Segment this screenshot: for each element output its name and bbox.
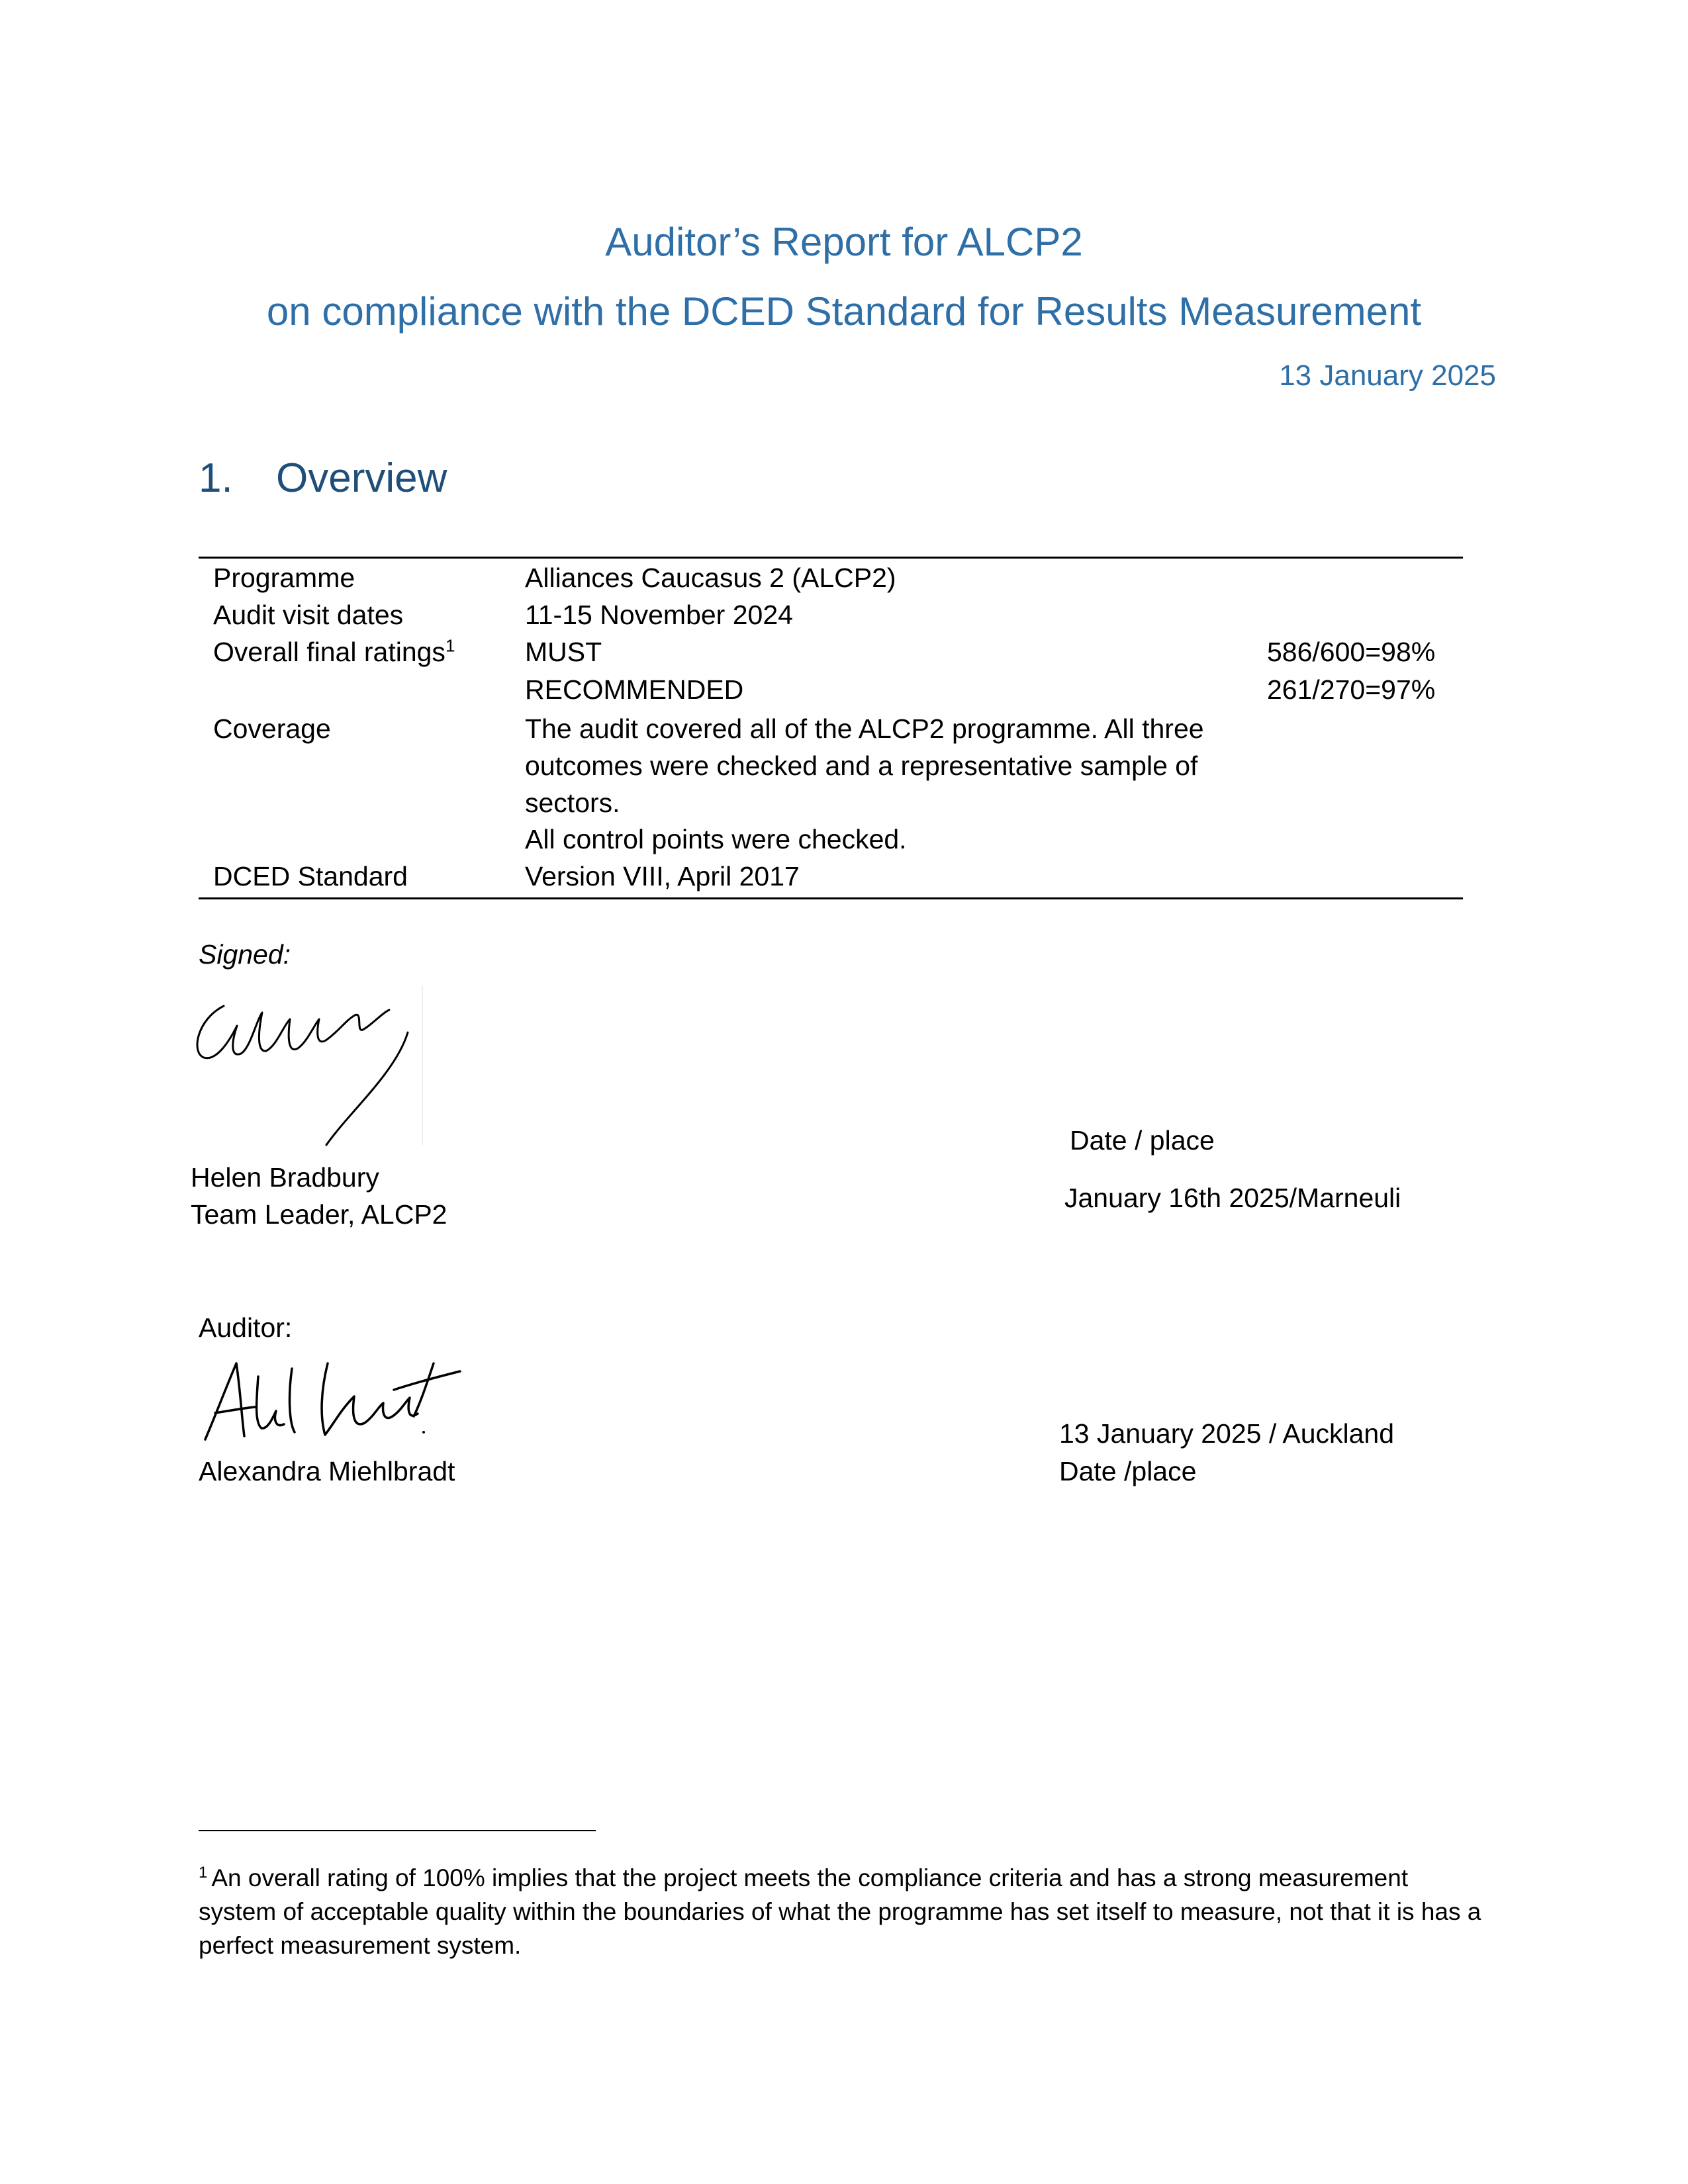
footnote xyxy=(199,1861,1483,1962)
report-subtitle: on compliance with the DCED Standard for Results Measurement xyxy=(266,289,1422,334)
row-value-dced-standard: Version VIII, April 2017 xyxy=(525,861,800,891)
row-label-coverage: Coverage xyxy=(213,713,331,744)
signer-date-label: Date / place xyxy=(1070,1125,1215,1156)
footnote-mark: 1 xyxy=(199,1863,208,1882)
row-value-must: MUST xyxy=(525,637,602,667)
report-title: Auditor’s Report for ALCP2 xyxy=(605,220,1083,264)
section-title: Overview xyxy=(276,455,447,501)
footnote-text: An overall rating of 100% implies that the project meets the compliance criteria and has a strong measurement system of acceptable quality within the boundaries of what the programme has set itself to measure, not that it is has a perfect measurement system. xyxy=(199,1864,1481,1959)
row-label-dced-standard: DCED Standard xyxy=(213,861,408,891)
row-value-control-points: All control points were checked. xyxy=(525,824,907,854)
ratings-label-text: Overall final ratings xyxy=(213,637,445,667)
auditor-name: Alexandra Miehlbradt xyxy=(199,1456,455,1486)
auditor-date-value: 13 January 2025 / Auckland xyxy=(1059,1418,1395,1449)
signer-name: Helen Bradbury xyxy=(191,1162,379,1193)
signed-label: Signed: xyxy=(199,939,291,970)
row-value-audit-dates: 11-15 November 2024 xyxy=(525,600,793,630)
footnote-separator xyxy=(199,1830,596,1831)
row-value-programme: Alliances Caucasus 2 (ALCP2) xyxy=(525,563,896,593)
row-label-audit-dates: Audit visit dates xyxy=(213,600,404,630)
row-value-coverage: The audit covered all of the ALCP2 programme. All three outcomes were checked and a representative sample of sectors. xyxy=(525,713,1204,818)
section-heading xyxy=(199,453,447,504)
table-bottom-rule xyxy=(199,897,1463,899)
signature-bradbury-image xyxy=(184,979,429,1152)
table-top-rule xyxy=(199,557,1463,559)
section-number: 1. xyxy=(199,455,233,501)
row-label-ratings xyxy=(213,633,455,670)
signer-date-value: January 16th 2025/Marneuli xyxy=(1064,1183,1401,1213)
score-recommended: 261/270=97% xyxy=(1267,674,1436,705)
footnote-ref: 1 xyxy=(445,635,455,656)
row-label-programme: Programme xyxy=(213,563,355,593)
row-value-recommended: RECOMMENDED xyxy=(525,674,744,705)
auditor-date-label: Date /place xyxy=(1059,1456,1197,1486)
score-must: 586/600=98% xyxy=(1267,637,1436,667)
signature-miehlbradt-image xyxy=(195,1350,493,1449)
auditor-label: Auditor: xyxy=(199,1312,293,1343)
signer-role: Team Leader, ALCP2 xyxy=(191,1199,447,1230)
report-date: 13 January 2025 xyxy=(1279,359,1496,392)
